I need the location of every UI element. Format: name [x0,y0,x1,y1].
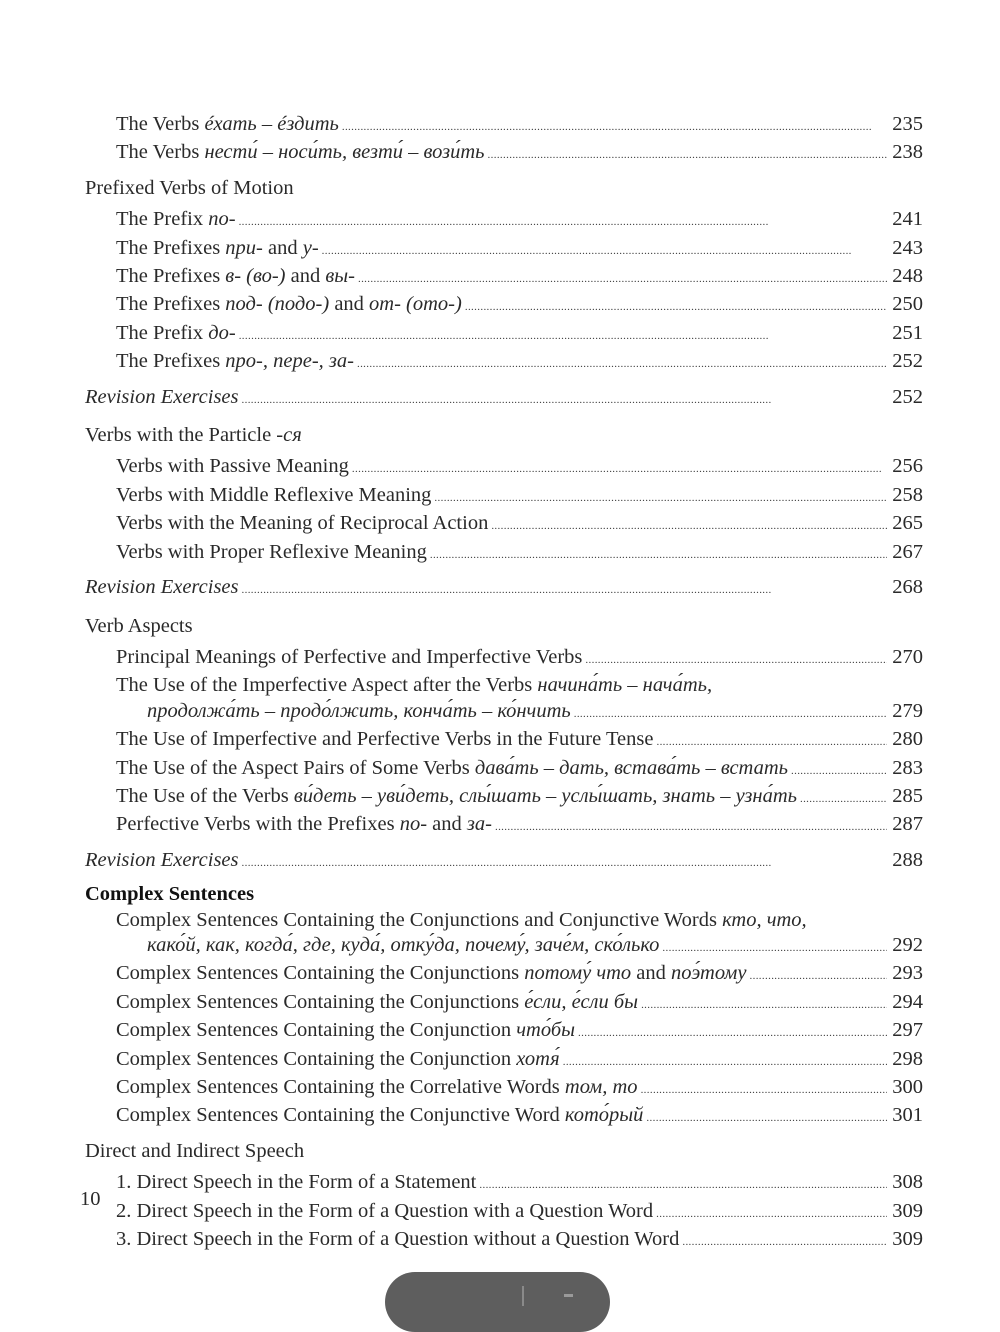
dot-leader [358,264,887,292]
toc-entry[interactable] [85,511,923,539]
entry-title: Revision Exercises [85,848,239,871]
entry-page-number: 297 [892,1019,923,1042]
dot-leader [656,1199,887,1227]
toc-entry[interactable] [85,961,923,989]
entry-title: Perfective Verbs with the Prefixes [116,813,400,836]
entry-page-number: 238 [892,141,923,164]
entry-title: The Prefix [116,321,209,344]
entry-page-number: 288 [892,848,923,871]
entry-title: Verbs with Passive Meaning [116,455,349,478]
entry-russian-term: нести́ – носи́ть, везти́ – вози́ть [204,141,485,164]
entry-conjunction: and [427,813,467,836]
entry-page-number: 280 [892,728,923,751]
entry-russian-term: вы- [325,265,355,288]
dot-leader [434,483,887,511]
entry-russian-term: что́бы [516,1019,576,1042]
toc-entry-revision-exercises[interactable] [85,848,923,876]
page-number: 10 [80,1188,101,1210]
entry-title: Complex Sentences Containing the Conjunction [116,1019,517,1042]
dot-leader [479,1170,887,1198]
entry-page-number: 293 [892,962,923,985]
entry-title: Revision Exercises [85,385,239,408]
entry-page-number: 270 [892,645,923,668]
entry-russian-term: кто, что, [722,908,807,931]
entry-title: The Prefixes [116,293,226,316]
entry-title: Verbs with Middle Reflexive Meaning [116,483,432,506]
toc-entry[interactable] [85,236,923,264]
entry-title: Complex Sentences Containing the Conjunctions [116,990,525,1013]
toc-entry-revision-exercises[interactable] [85,575,923,603]
entry-russian-term: от- (ото-) [369,293,462,316]
dot-leader [656,727,887,755]
toc-entry[interactable] [85,264,923,292]
entry-russian-term: хотя́ [516,1047,560,1070]
dot-leader [488,140,887,168]
entry-russian-term: е́сли, е́сли бы [524,990,639,1013]
entry-title: The Prefixes [116,350,226,373]
toc-entry-revision-exercises[interactable] [85,385,923,413]
dot-leader [352,454,887,482]
toc-entry[interactable] [85,540,923,568]
entry-page-number: 250 [892,293,923,316]
dot-leader [242,385,888,413]
dot-leader [791,756,887,784]
heading-text: Verbs with the Particle [85,424,277,447]
entry-russian-term: потому́ что [524,962,632,985]
entry-title: Complex Sentences Containing the Conjunction [116,1047,517,1070]
toc-entry[interactable] [85,756,923,784]
entry-russian-term: éхать – éздить [204,113,339,135]
section-heading-prefixed-verbs[interactable]: Prefixed Verbs of Motion [85,176,294,199]
toc-entry[interactable] [85,645,923,673]
entry-page-number: 235 [892,113,923,135]
dot-leader [578,1018,887,1046]
entry-title: Verbs with the Meaning of Reciprocal Action [116,512,489,535]
table-of-contents [85,112,923,1255]
entry-page-number: 309 [892,1228,923,1251]
entry-page-number: 285 [892,784,923,807]
heading-russian-term: -ся [276,424,302,447]
dot-leader [465,292,887,320]
entry-page-number: 283 [892,756,923,779]
toc-entry-line2[interactable] [85,933,923,961]
toc-entry[interactable] [85,1103,923,1131]
entry-russian-term: по- [399,813,428,836]
section-heading-particle-sya[interactable] [85,423,923,448]
entry-page-number: 292 [892,933,923,956]
entry-title: Complex Sentences Containing the Conjunctions and Conjunctive Words [116,908,723,931]
entry-page-number: 248 [892,265,923,288]
dot-leader [491,511,887,539]
entry-russian-term: про-, пере-, за- [225,350,354,373]
dot-leader [682,1227,887,1255]
toc-entry-line1[interactable] [85,673,923,698]
toc-entry[interactable] [85,349,923,377]
section-heading-complex-sentences[interactable]: Complex Sentences [85,883,255,906]
toc-entry-line2[interactable] [85,699,923,727]
toc-entry[interactable] [85,990,923,1018]
entry-title: 3. Direct Speech in the Form of a Question without a Question Word [116,1228,680,1251]
entry-page-number: 258 [892,483,923,506]
entry-russian-term: до- [208,321,236,344]
entry-title: Complex Sentences Containing the Correlative Words [116,1076,565,1098]
entry-title: The Use of Imperfective and Perfective Verbs in the Future Tense [116,728,654,751]
entry-page-number: 298 [892,1047,923,1070]
toc-entry[interactable] [85,112,923,140]
entry-title: The Verbs [116,141,205,164]
section-heading-verb-aspects[interactable]: Verb Aspects [85,614,193,637]
entry-russian-term: под- (подо-) [225,293,330,316]
dot-leader [641,990,887,1018]
dot-leader [646,1103,887,1131]
dot-leader [430,540,887,568]
entry-page-number: 265 [892,512,923,535]
entry-page-number: 268 [892,576,923,599]
page-nav-button[interactable] [385,1272,522,1332]
entry-russian-term: том, то [564,1076,638,1098]
entry-title: The Prefixes [116,265,226,288]
entry-russian-term: продолжа́ть – продо́лжить, конча́ть – ко́нчить [147,699,571,722]
entry-russian-term: по- [208,208,236,231]
entry-russian-term: поэ́тому [671,962,747,985]
toc-entry[interactable] [85,727,923,755]
dot-leader [322,236,887,264]
entry-russian-term: у- [302,236,319,259]
entry-page-number: 243 [892,236,923,259]
entry-page-number: 256 [892,455,923,478]
entry-conjunction: and [285,265,326,288]
toc-entry[interactable] [85,1018,923,1046]
entry-page-number: 300 [892,1076,923,1098]
toc-entry[interactable] [85,1199,923,1227]
toc-entry[interactable] [85,292,923,320]
dot-leader [563,1047,887,1075]
entry-conjunction: and [262,236,303,259]
viewer-toolbar [385,1272,610,1332]
dot-leader [239,321,887,349]
toc-entry[interactable] [85,812,923,840]
toc-entry[interactable] [85,483,923,511]
entry-page-number: 294 [892,990,923,1013]
entry-title: The Use of the Aspect Pairs of Some Verbs [116,756,475,779]
dot-leader [357,349,887,377]
entry-page-number: 309 [892,1199,923,1222]
entry-russian-term: дава́ть – дать, встава́ть – встать [474,756,788,779]
section-heading-direct-indirect-speech[interactable]: Direct and Indirect Speech [85,1139,305,1162]
entry-russian-term: ви́деть – уви́деть, слы́шать – услы́шать, знать – узна́ть [293,784,797,807]
toc-entry[interactable] [85,1075,923,1103]
toc-entry[interactable] [85,784,923,812]
entry-title: Complex Sentences Containing the Conjunctive Word [116,1104,565,1127]
entry-russian-term: за- [466,813,492,836]
entry-page-number: 251 [892,321,923,344]
entry-title: 1. Direct Speech in the Form of a Statement [116,1171,477,1194]
toc-entry-line1[interactable] [85,908,923,933]
entry-russian-term: кото́рый [564,1104,644,1127]
dot-leader [800,784,887,812]
dot-leader [239,207,887,235]
dot-leader [574,699,887,727]
entry-title: 2. Direct Speech in the Form of a Question with a Question Word [116,1199,654,1222]
toc-entry[interactable] [85,1170,923,1198]
entry-russian-term: како́й, как, когда́, где, куда́, отку́да, почему́, заче́м, ско́лько [147,933,660,956]
entry-russian-term: начина́ть – нача́ть, [537,674,713,697]
entry-page-number: 252 [892,350,923,373]
entry-page-number: 308 [892,1171,923,1194]
entry-title: Complex Sentences Containing the Conjunctions [116,962,525,985]
entry-page-number: 252 [892,385,923,408]
entry-title: Verbs with Proper Reflexive Meaning [116,540,427,563]
menu-icon [564,1294,573,1297]
dot-leader [585,645,887,673]
menu-button[interactable] [524,1272,610,1332]
toc-entry[interactable] [85,1227,923,1255]
toc-entry[interactable] [85,321,923,349]
entry-conjunction: and [631,962,672,985]
entry-title: The Prefix [116,208,209,231]
dot-leader [641,1075,887,1103]
entry-russian-term: в- (во-) [225,265,286,288]
entry-page-number: 241 [892,208,923,231]
entry-title: The Verbs [116,113,205,135]
toc-entry[interactable] [85,140,923,168]
entry-page-number: 279 [892,699,923,722]
entry-conjunction: and [329,293,370,316]
toc-entry[interactable] [85,207,923,235]
toc-entry[interactable] [85,1047,923,1075]
entry-title: The Prefixes [116,236,226,259]
dot-leader [242,575,888,603]
dot-leader [662,933,887,961]
dot-leader [242,848,888,876]
entry-title: Revision Exercises [85,576,239,599]
entry-russian-term: при- [225,236,263,259]
entry-page-number: 301 [892,1104,923,1127]
dot-leader [495,812,887,840]
entry-title: The Use of the Imperfective Aspect after the Verbs [116,674,538,697]
dot-leader [750,961,888,989]
toc-entry[interactable] [85,454,923,482]
dot-leader [342,112,887,140]
entry-title: Principal Meanings of Perfective and Imperfective Verbs [116,645,583,668]
entry-page-number: 267 [892,540,923,563]
entry-title: The Use of the Verbs [116,784,294,807]
entry-page-number: 287 [892,813,923,836]
